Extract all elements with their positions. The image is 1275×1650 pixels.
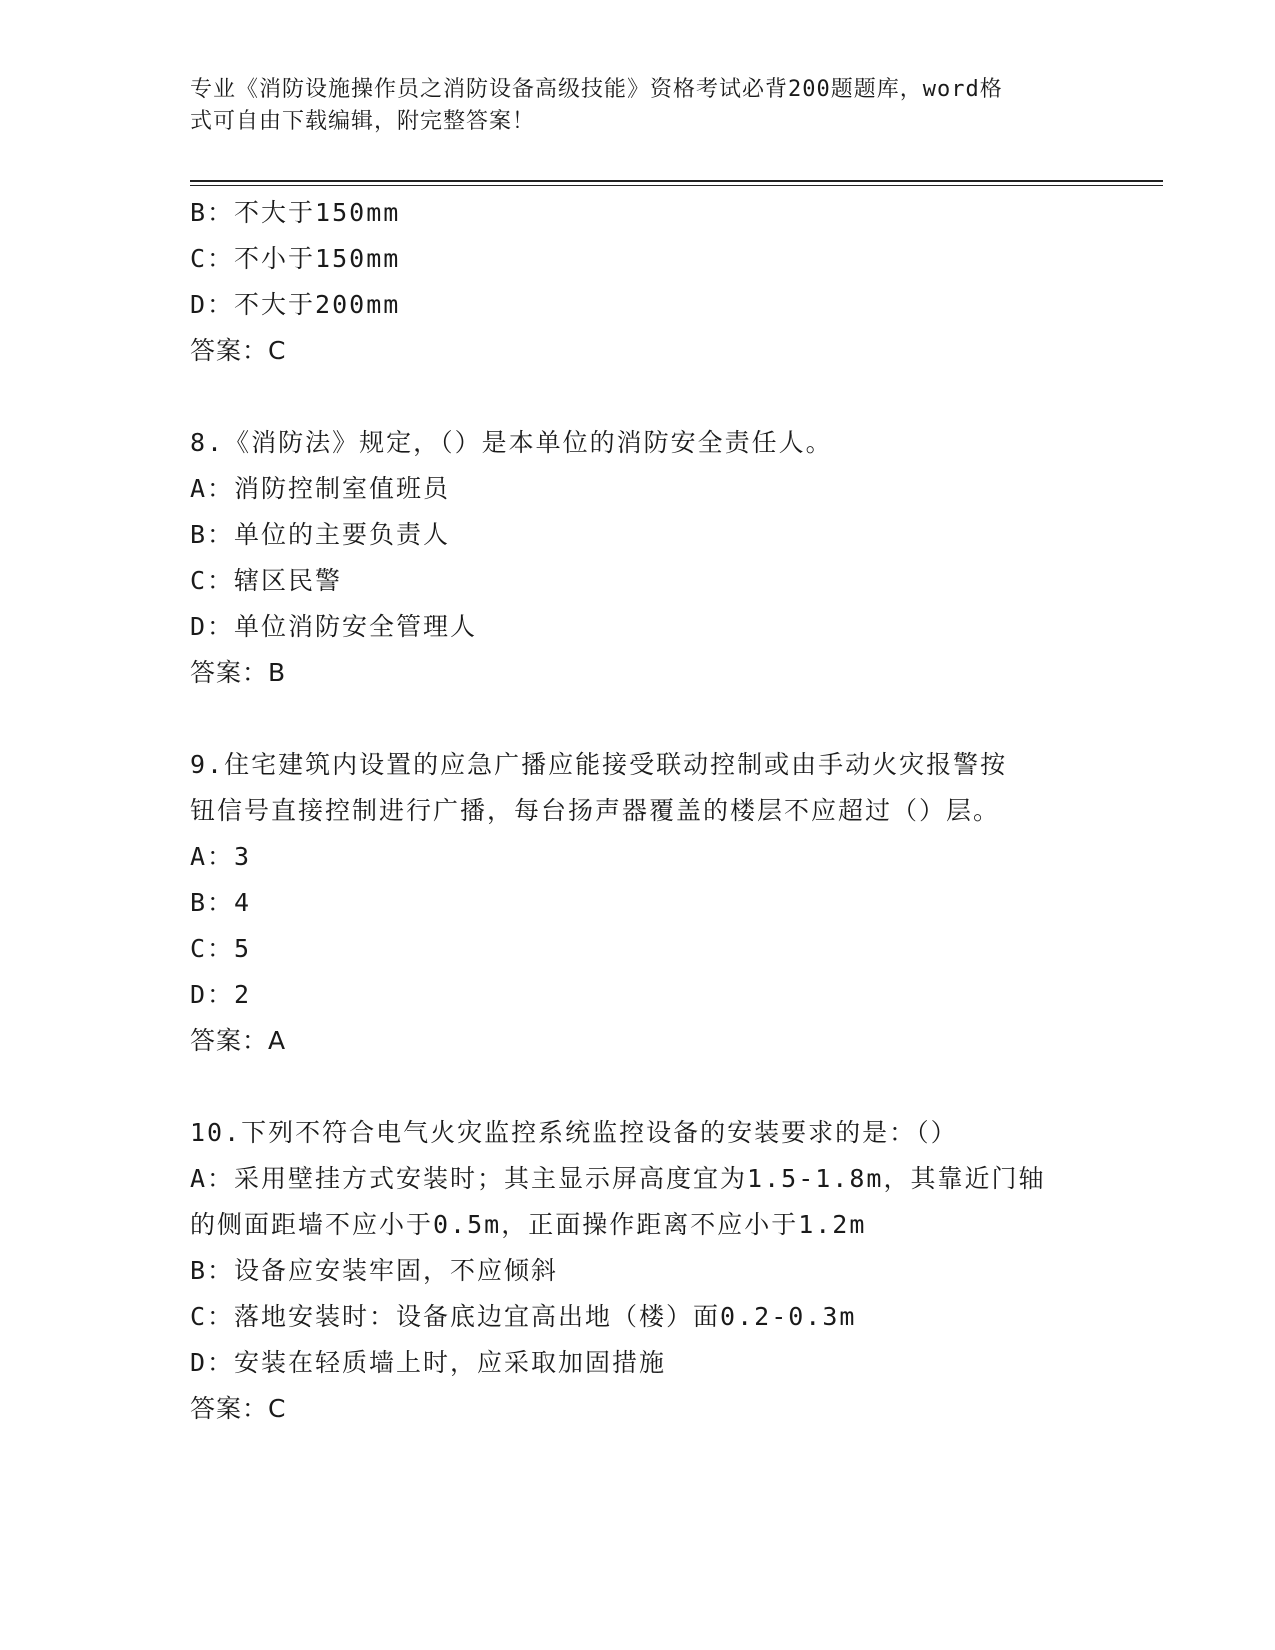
header-line-1: 专业《消防设施操作员之消防设备高级技能》资格考试必背200题题库，word格 <box>190 77 1003 102</box>
q9-question-line-1: 9.住宅建筑内设置的应急广播应能接受联动控制或由手动火灾报警按 <box>190 750 1008 779</box>
q8-option-c: C：辖区民警 <box>190 566 343 595</box>
spacer <box>190 696 1120 742</box>
q9-option-b: B：4 <box>190 888 252 917</box>
q10-option-a-line-2: 的侧面距墙不应小于0.5m，正面操作距离不应小于1.2m <box>190 1210 867 1239</box>
q8-option-d: D：单位消防安全管理人 <box>190 612 478 641</box>
q8-option-a: A：消防控制室值班员 <box>190 474 451 503</box>
question-7 <box>190 190 1120 374</box>
q7-option-c: C：不小于150mm <box>190 244 401 273</box>
q9-option-c: C：5 <box>190 934 252 963</box>
header-line-2: 式可自由下载编辑，附完整答案！ <box>190 109 536 134</box>
question-list <box>190 190 1120 1432</box>
question-8 <box>190 420 1120 696</box>
q7-answer: 答案：C <box>190 336 287 365</box>
q9-question-line-2: 钮信号直接控制进行广播，每台扬声器覆盖的楼层不应超过（）层。 <box>190 796 1001 825</box>
q10-option-a-line-1: A：采用壁挂方式安装时；其主显示屏高度宜为1.5-1.8m，其靠近门轴 <box>190 1164 1046 1193</box>
header-divider <box>190 180 1163 186</box>
spacer <box>190 1064 1120 1110</box>
q7-option-b: B：不大于150mm <box>190 198 401 227</box>
q8-answer: 答案：B <box>190 658 287 687</box>
q7-option-d: D：不大于200mm <box>190 290 401 319</box>
question-9 <box>190 742 1120 1064</box>
question-10 <box>190 1110 1120 1432</box>
q9-option-d: D：2 <box>190 980 252 1009</box>
q9-option-a: A：3 <box>190 842 252 871</box>
q8-option-b: B：单位的主要负责人 <box>190 520 451 549</box>
page-header <box>190 74 1090 138</box>
q9-answer: 答案：A <box>190 1026 287 1055</box>
q10-question: 10.下列不符合电气火灾监控系统监控设备的安装要求的是：（） <box>190 1118 958 1147</box>
q10-option-b: B：设备应安装牢固，不应倾斜 <box>190 1256 559 1285</box>
spacer <box>190 374 1120 420</box>
q10-answer: 答案：C <box>190 1394 287 1423</box>
q8-question: 8.《消防法》规定，（）是本单位的消防安全责任人。 <box>190 428 833 457</box>
q10-option-d: D：安装在轻质墙上时，应采取加固措施 <box>190 1348 667 1377</box>
q10-option-c: C：落地安装时：设备底边宜高出地（楼）面0.2-0.3m <box>190 1302 857 1331</box>
